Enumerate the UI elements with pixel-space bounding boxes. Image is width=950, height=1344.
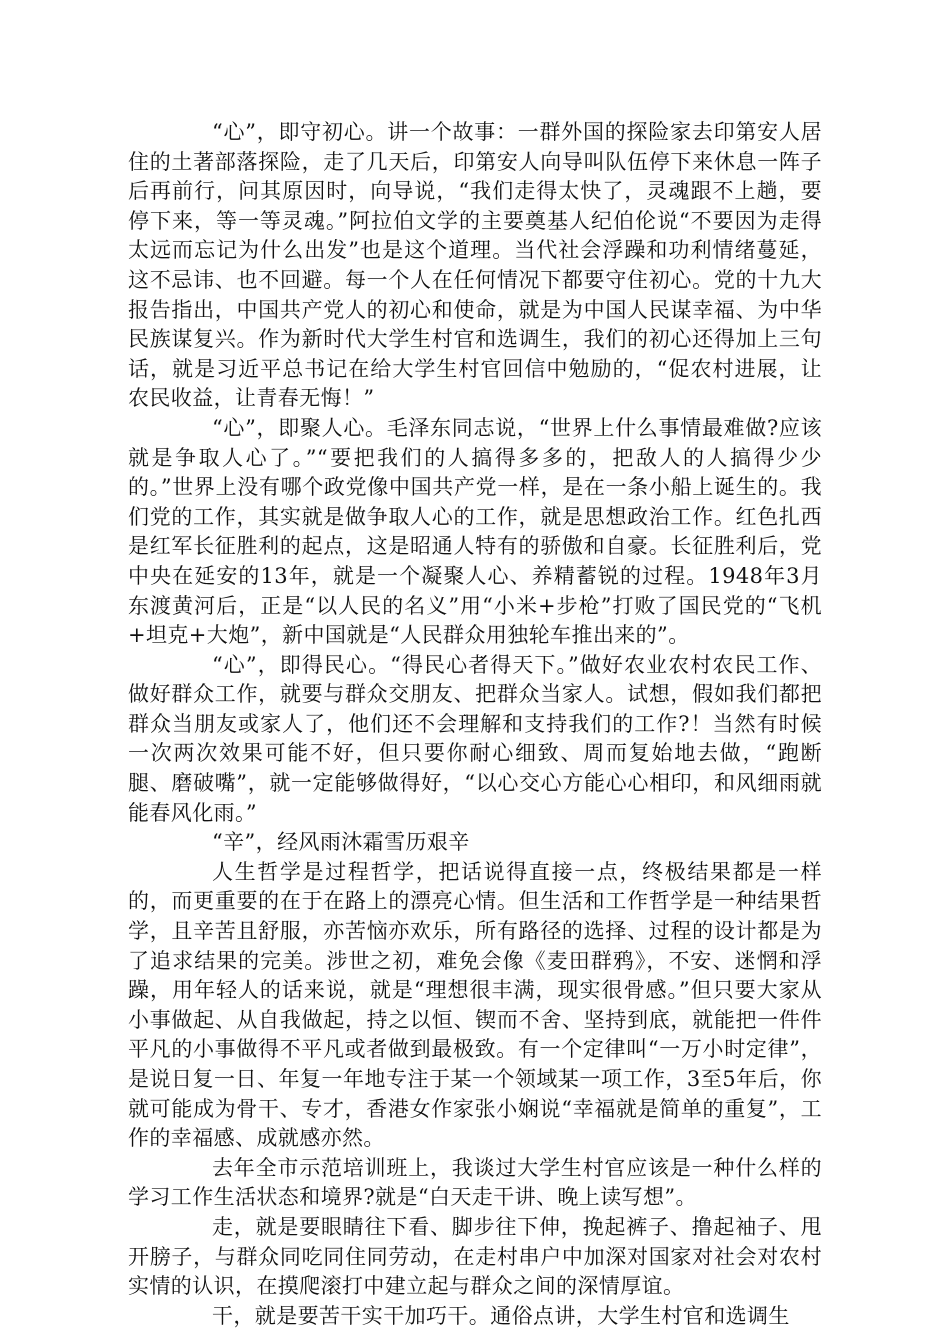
- section-heading-hardship: “辛”，经风雨沐霜雪历艰辛: [212, 830, 470, 855]
- paragraph-win-hearts: “心”，即聚人心。毛泽东同志说，“世界上什么事情最难做?应该就是争取人心了。”“要把我们的人搞得多多的，把敌人的人搞得少少的。”世界上没有哪个政党像中国共产党一样，是在一条小船上诞生的。我们党的工作，其实就是做争取人心的工作，就是思想政治工作。红色扎西是红军长征胜利的起点，这是昭通人特有的骄傲和自豪。长征胜利后，党中央在延安的13年，就是一个凝聚人心、养精蓄锐的过程。1948年3月东渡黄河后，正是“以人民的名义”用“小米+步枪”打败了国民党的“飞机+坦克+大炮”，新中国就是“人民群众用独轮车推出来的”。: [128, 415, 822, 648]
- paragraph-life-philosophy: 人生哲学是过程哲学，把话说得直接一点，终极结果都是一样的，而更重要的在于在路上的漂亮心情。但生活和工作哲学是一种结果哲学，且辛苦且舒服，亦苦恼亦欢乐，所有路径的选择、过程的设计都是为了追求结果的完美。涉世之初，难免会像《麦田群鸦》，不安、迷惘和浮躁，用年轻人的话来说，就是“理想很丰满，现实很骨感。”但只要大家从小事做起、从自我做起，持之以恒、锲而不舍、坚持到底，就能把一件件平凡的小事做得不平凡或者做到最极致。有一个定律叫“一万小时定律”，是说日复一日、年复一年地专注于某一个领域某一项工作，3至5年后，你就可能成为骨干、专才，香港女作家张小娴说“幸福就是简单的重复”，工作的幸福感、成就感亦然。: [128, 859, 822, 1151]
- paragraph-keep-original-aspiration: “心”，即守初心。讲一个故事：一群外国的探险家去印第安人居住的土著部落探险，走了几天后，印第安人向导叫队伍停下来休息一阵子后再前行，问其原因时，向导说，“我们走得太快了，灵魂跟不上趟，要停下来，等一等灵魂。”阿拉伯文学的主要奠基人纪伯伦说“不要因为走得太远而忘记为什么出发”也是这个道理。当代社会浮躁和功利情绪蔓延，这不忌讳、也不回避。每一个人在任何情况下都要守住初心。党的十九大报告指出，中国共产党人的初心和使命，就是为中国人民谋幸福、为中华民族谋复兴。作为新时代大学生村官和选调生，我们的初心还得加上三句话，就是习近平总书记在给大学生村官回信中勉励的，“促农村进展，让农民收益，让青春无悔！”: [128, 120, 822, 411]
- document-body: [128, 118, 822, 1331]
- paragraph-work: 干，就是要苦干实干加巧干。通俗点讲，大学生村官和选调生: [212, 1303, 790, 1328]
- paragraph-walk: 走，就是要眼睛往下看、脚步往下伸，挽起裤子、撸起袖子、甩开膀子，与群众同吃同住同劳动，在走村串户中加深对国家对社会对农村实情的认识，在摸爬滚打中建立起与群众之间的深情厚谊。: [128, 1214, 822, 1299]
- paragraph-gain-public-support: “心”，即得民心。“得民心者得天下。”做好农业农村农民工作、做好群众工作，就要与群众交朋友、把群众当家人。试想，假如我们都把群众当朋友或家人了，他们还不会理解和支持我们的工作?！当然有时候一次两次效果可能不好，但只要你耐心细致、周而复始地去做，“跑断腿、磨破嘴”，就一定能够做得好，“以心交心方能心心相印，和风细雨就能春风化雨。”: [128, 652, 822, 825]
- paragraph-training-class: 去年全市示范培训班上，我谈过大学生村官应该是一种什么样的学习工作生活状态和境界?就是“白天走干讲、晚上读写想”。: [128, 1155, 822, 1210]
